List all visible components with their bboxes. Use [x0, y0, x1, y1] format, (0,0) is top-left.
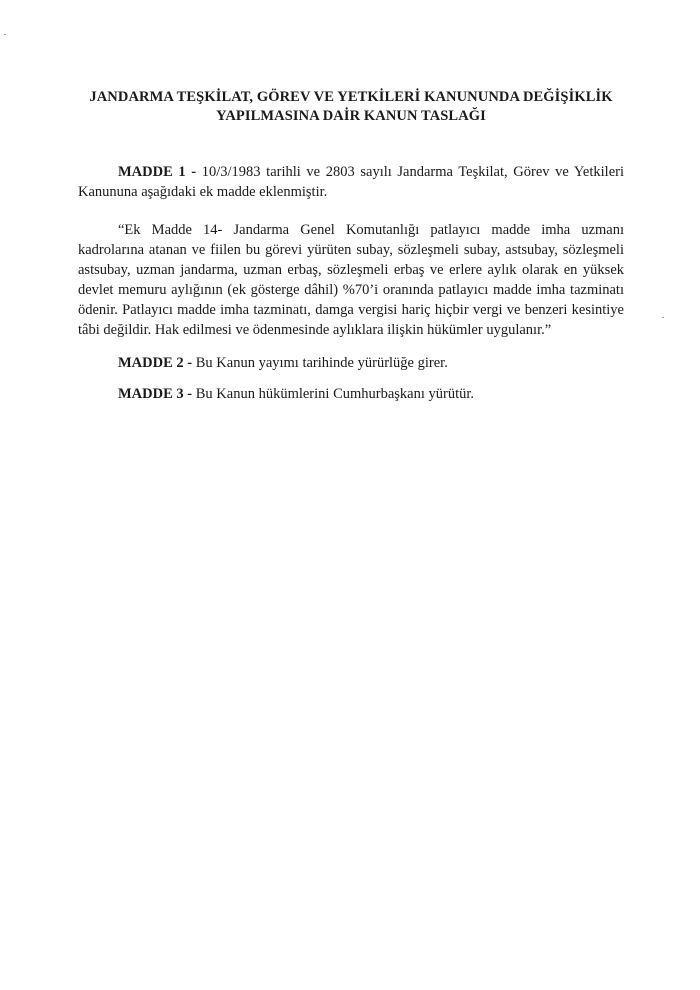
title-line-2: YAPILMASINA DAİR KANUN TASLAĞI — [216, 108, 486, 124]
title-line-1: JANDARMA TEŞKİLAT, GÖREV VE YETKİLERİ KANUNUNDA DEĞİŞİKLİK — [89, 89, 613, 105]
article-1-label: MADDE 1 - — [118, 164, 197, 180]
article-2-label: MADDE 2 - — [118, 355, 193, 371]
ek-madde-paragraph: “Ek Madde 14- Jandarma Genel Komutanlığı patlayıcı madde imha uzmanı kadrolarına atanan ve fiilen bu görevi yürüten subay, sözleşmeli subay, astsubay, sözleşmeli astsubay, uzman jandarma, uzman erbaş, sözleşmeli erbaş ve erlere aylık olarak en yüksek devlet memuru aylığının (ek gösterge dâhil) %70’i oranında patlayıcı madde imha tazminatı ödenir. Patlayıcı madde imha tazminatı, damga vergisi hariç hiçbir vergi ve benzeri kesintiye tâbi değildir. Hak edilmesi ve ödenmesinde aylıklara ilişkin hükümler uygulanır.” — [78, 222, 624, 338]
scan-speck — [4, 34, 6, 35]
document-title — [78, 88, 624, 126]
article-3-text: Bu Kanun hükümlerini Cumhurbaşkanı yürütür. — [192, 386, 475, 402]
article-1-text: 10/3/1983 tarihli ve 2803 sayılı Jandarma Teşkilat, Görev ve Yetkileri Kanununa aşağıdaki ek madde eklenmiştir. — [78, 164, 624, 200]
article-2 — [78, 353, 624, 373]
article-2-text: Bu Kanun yayımı tarihinde yürürlüğe girer. — [192, 355, 448, 371]
scan-speck — [662, 317, 664, 318]
article-3 — [78, 384, 624, 404]
article-1 — [78, 162, 624, 202]
document-page — [78, 88, 624, 404]
article-3-label: MADDE 3 - — [118, 386, 193, 402]
